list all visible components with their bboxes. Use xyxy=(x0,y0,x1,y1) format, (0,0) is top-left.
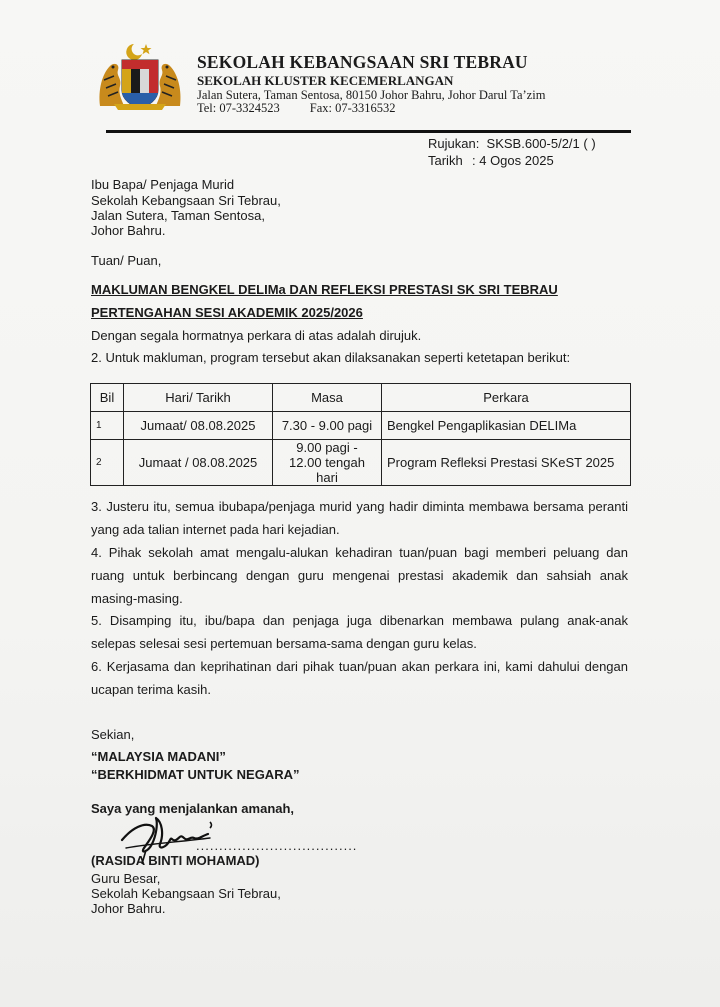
paragraph-5-line: 5. Disamping itu, ibu/bapa dan penjaga juga dibenarkan membawa pulang anak-anak xyxy=(91,613,628,628)
header-bil: Bil xyxy=(91,384,124,412)
recipient-line: Johor Bahru. xyxy=(91,223,166,238)
paragraph-4-line: 4. Pihak sekolah amat mengalu-alukan kehadiran tuan/puan bagi memberi peluang dan xyxy=(91,545,628,560)
letterhead-rule xyxy=(106,130,631,133)
cell-bil: 1 xyxy=(91,412,124,440)
paragraph-3-line: 3. Justeru itu, semua ibubapa/penjaga murid yang hadir diminta membawa bersama peranti xyxy=(91,499,628,514)
tarikh-value: : 4 Ogos 2025 xyxy=(472,153,554,168)
header-masa: Masa xyxy=(273,384,382,412)
cell-masa: 7.30 - 9.00 pagi xyxy=(273,412,382,440)
cell-masa xyxy=(273,440,382,486)
slogan-berkhidmat: “BERKHIDMAT UNTUK NEGARA” xyxy=(91,767,300,782)
paragraph-2: 2. Untuk makluman, program tersebut akan dilaksanakan seperti ketetapan berikut: xyxy=(91,350,571,365)
table-row xyxy=(91,412,631,440)
amanah-line: Saya yang menjalankan amanah, xyxy=(91,801,295,816)
recipient-line: Ibu Bapa/ Penjaga Murid xyxy=(91,177,235,192)
salutation: Tuan/ Puan, xyxy=(91,253,162,268)
cell-perkara: Bengkel Pengaplikasian DELIMa xyxy=(382,412,631,440)
cell-tarikh: Jumaat/ 08.08.2025 xyxy=(124,412,273,440)
signatory-title: Guru Besar, xyxy=(91,871,161,886)
signature-icon xyxy=(118,808,218,866)
paragraph-4-line: ruang untuk berbincang dengan guru mengenai prestasi akademik dan sahsiah anak xyxy=(91,568,628,583)
school-cluster: SEKOLAH KLUSTER KECEMERLANGAN xyxy=(197,73,454,88)
cell-perkara: Program Refleksi Prestasi SKeST 2025 xyxy=(382,440,631,486)
intro-paragraph: Dengan segala hormatnya perkara di atas adalah dirujuk. xyxy=(91,328,422,343)
slogan-madani: “MALAYSIA MADANI” xyxy=(91,749,226,764)
cell-bil: 2 xyxy=(91,440,124,486)
rujukan-label: Rujukan: xyxy=(428,136,480,151)
subject-line: PERTENGAHAN SESI AKADEMIK 2025/2026 xyxy=(91,305,363,320)
school-address: Jalan Sutera, Taman Sentosa, 80150 Johor Bahru, Johor Darul Ta’zim xyxy=(197,88,546,102)
recipient-line: Jalan Sutera, Taman Sentosa, xyxy=(91,208,265,223)
school-fax: Fax: 07-3316532 xyxy=(309,101,396,115)
signatory-school: Sekolah Kebangsaan Sri Tebrau, xyxy=(91,886,281,901)
table-row xyxy=(91,440,631,486)
signature-dots: ................................... xyxy=(196,838,358,853)
school-tel: Tel: 07-3324523 xyxy=(197,101,280,115)
tarikh-label: Tarikh xyxy=(428,153,463,168)
paragraph-4-line: masing-masing. xyxy=(91,591,183,606)
paragraph-6-line: 6. Kerjasama dan keprihatinan dari pihak tuan/puan akan perkara ini, kami dahului dengan xyxy=(91,659,628,674)
header-perkara: Perkara xyxy=(382,384,631,412)
closing-sekian: Sekian, xyxy=(91,727,135,742)
rujukan-value: SKSB.600-5/2/1 ( ) xyxy=(486,136,596,151)
paragraph-5-line: selepas selesai sesi pertemuan bersama-sama dengan guru kelas. xyxy=(91,636,477,651)
signatory-city: Johor Bahru. xyxy=(91,901,166,916)
coat-of-arms-icon xyxy=(96,40,184,110)
signatory-name: (RASIDA BINTI MOHAMAD) xyxy=(91,853,260,868)
reference-line xyxy=(428,136,596,152)
schedule-table xyxy=(90,383,631,486)
cell-masa-line: 12.00 tengah hari xyxy=(289,455,365,485)
paragraph-6-line: ucapan terima kasih. xyxy=(91,682,211,697)
header-tarikh: Hari/ Tarikh xyxy=(124,384,273,412)
paragraph-3-line: yang ada talian internet pada hari kejadian. xyxy=(91,522,340,537)
cell-masa-line: 9.00 pagi - xyxy=(296,440,358,455)
school-contact xyxy=(197,101,396,116)
table-header-row xyxy=(91,384,631,412)
recipient-line: Sekolah Kebangsaan Sri Tebrau, xyxy=(91,193,281,208)
date-line xyxy=(428,153,554,169)
school-name: SEKOLAH KEBANGSAAN SRI TEBRAU xyxy=(197,52,528,72)
cell-tarikh: Jumaat / 08.08.2025 xyxy=(124,440,273,486)
subject-line: MAKLUMAN BENGKEL DELIMa DAN REFLEKSI PRESTASI SK SRI TEBRAU xyxy=(91,282,558,297)
